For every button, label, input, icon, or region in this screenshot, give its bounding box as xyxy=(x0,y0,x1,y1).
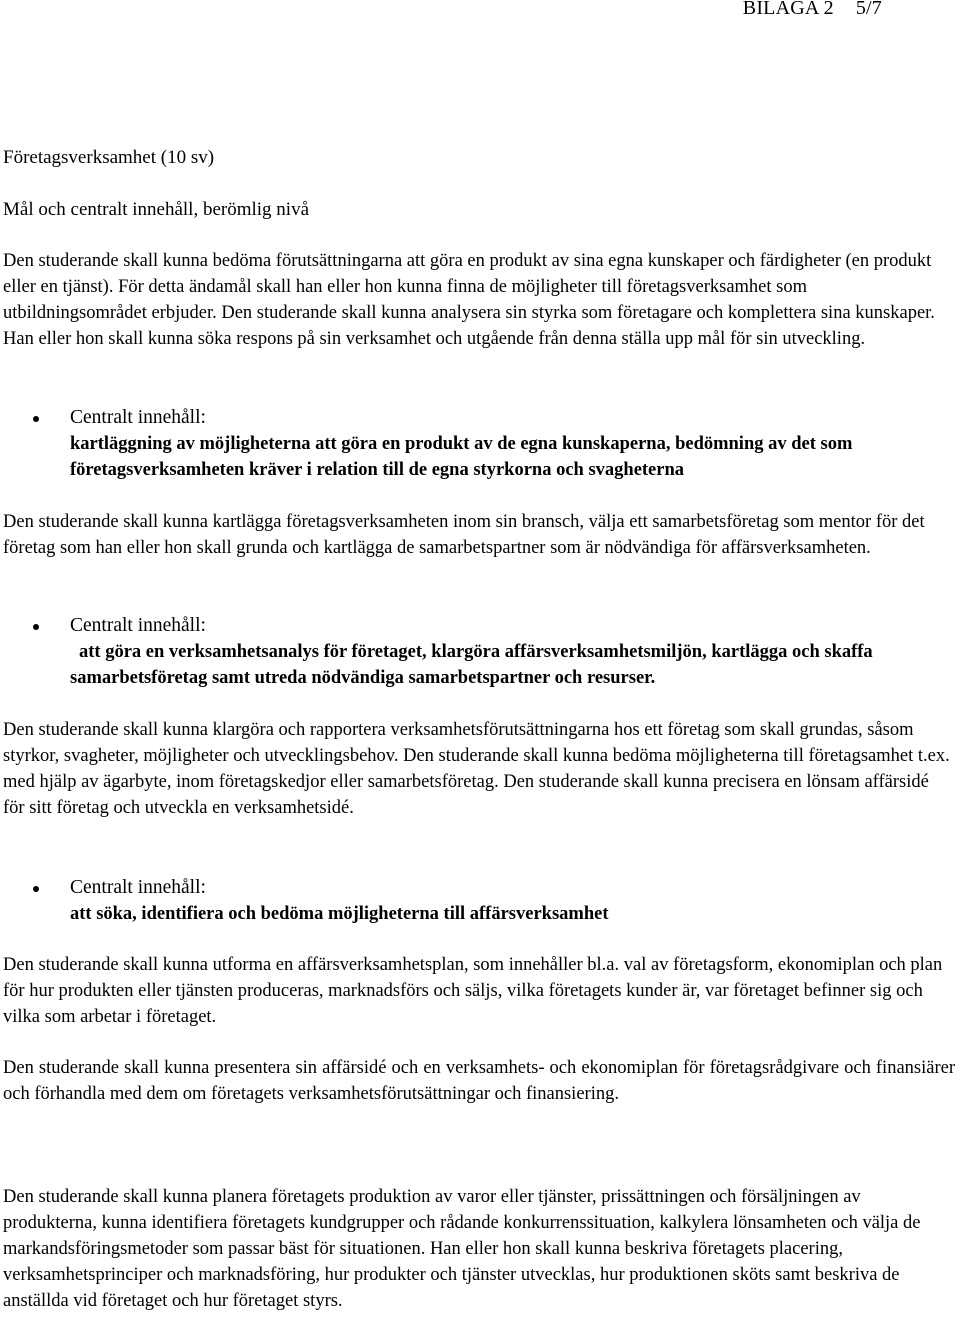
body-paragraph: Den studerande skall kunna planera företagets produktion av varor eller tjänster, prissättningen och försäljningen av produkterna, kunna identifiera företagets kundgrupper och rådande konkurrenssituation, kalkylera lönsamheten och välja de markandsföringsmetoder som passar bäst för situationen. Han eller hon skall kunna beskriva företagets placering, verksamhetsprinciper och marknadsföring, hur produkter och tjänster utvecklas, hur produktionen sköts samt beskriva de anställda vid företaget och hur företaget styrs. xyxy=(3,1187,921,1311)
central-content-text: att göra en verksamhetsanalys för företaget, klargöra affärsverksamhetsmiljön, kartlägga och skaffa samarbetsföretag samt utreda nödvändiga samarbetspartner och resurser. xyxy=(70,642,873,688)
body-paragraph: Den studerande skall kunna kartlägga företagsverksamheten inom sin bransch, välja ett samarbetsföretag som mentor för det företag som han eller hon skall grunda och kartlägga de samarbetspartner som är nödvändiga för affärsverksamheten. xyxy=(3,512,925,558)
bullet-icon xyxy=(33,624,39,630)
central-content-label: Centralt innehåll: xyxy=(70,407,206,428)
page-number: 5/7 xyxy=(855,0,882,19)
central-content-label: Centralt innehåll: xyxy=(70,615,206,636)
body-paragraph: Den studerande skall kunna klargöra och rapportera verksamhetsförutsättningarna hos ett företag som skall grundas, såsom styrkor, svagheter, möjligheter och utvecklingsbehov. Den studerande skall kunna bedöma möjligheterna till företagsamhet t.ex. med hjälp av ägarbyte, inom företagskedjor eller samarbetsföretag. Den studerande skall kunna precisera en lönsam affärsidé för sitt företag och utveckla en verksamhetsidé. xyxy=(3,720,950,818)
body-paragraph: Den studerande skall kunna presentera sin affärsidé och en verksamhets- och ekonomiplan för företagsrådgivare och finansiärer och förhandla med dem om företagets verksamhetsförutsättningar och finansiering. xyxy=(3,1058,955,1104)
section-subtitle: Mål och centralt innehåll, berömlig nivå xyxy=(3,199,310,220)
intro-paragraph: Den studerande skall kunna bedöma förutsättningarna att göra en produkt av sina egna kunskaper och färdigheter (en produkt eller en tjänst). För detta ändamål skall han eller hon kunna finna de möjligheter till företagsverksamhet som utbildningsområdet erbjuder. Den studerande skall kunna analysera sin styrka som företagare och komplettera sina kunskaper. Han eller hon skall kunna söka respons på sin verksamhet och utgående från denna ställa upp mål för sin utveckling. xyxy=(3,251,935,349)
bullet-icon xyxy=(33,416,39,422)
central-content-text: kartläggning av möjligheterna att göra en produkt av de egna kunskaperna, bedömning av det som företagsverksamheten kräver i relation till de egna styrkorna och svagheterna xyxy=(70,434,853,480)
page-header xyxy=(743,0,882,20)
bullet-icon xyxy=(33,886,39,892)
central-content-label: Centralt innehåll: xyxy=(70,877,206,898)
central-content-text: att söka, identifiera och bedöma möjligheterna till affärsverksamhet xyxy=(70,904,609,924)
body-paragraph: Den studerande skall kunna utforma en affärsverksamhetsplan, som innehåller bl.a. val av företagsform, ekonomiplan och plan för hur produkten eller tjänsten produceras, marknadsförs och säljs, vilka företagets kunder är, var företaget befinner sig och vilka som arbetar i företaget. xyxy=(3,955,943,1027)
document-title: Företagsverksamhet (10 sv) xyxy=(3,147,215,168)
appendix-label: BILAGA 2 xyxy=(742,0,834,19)
